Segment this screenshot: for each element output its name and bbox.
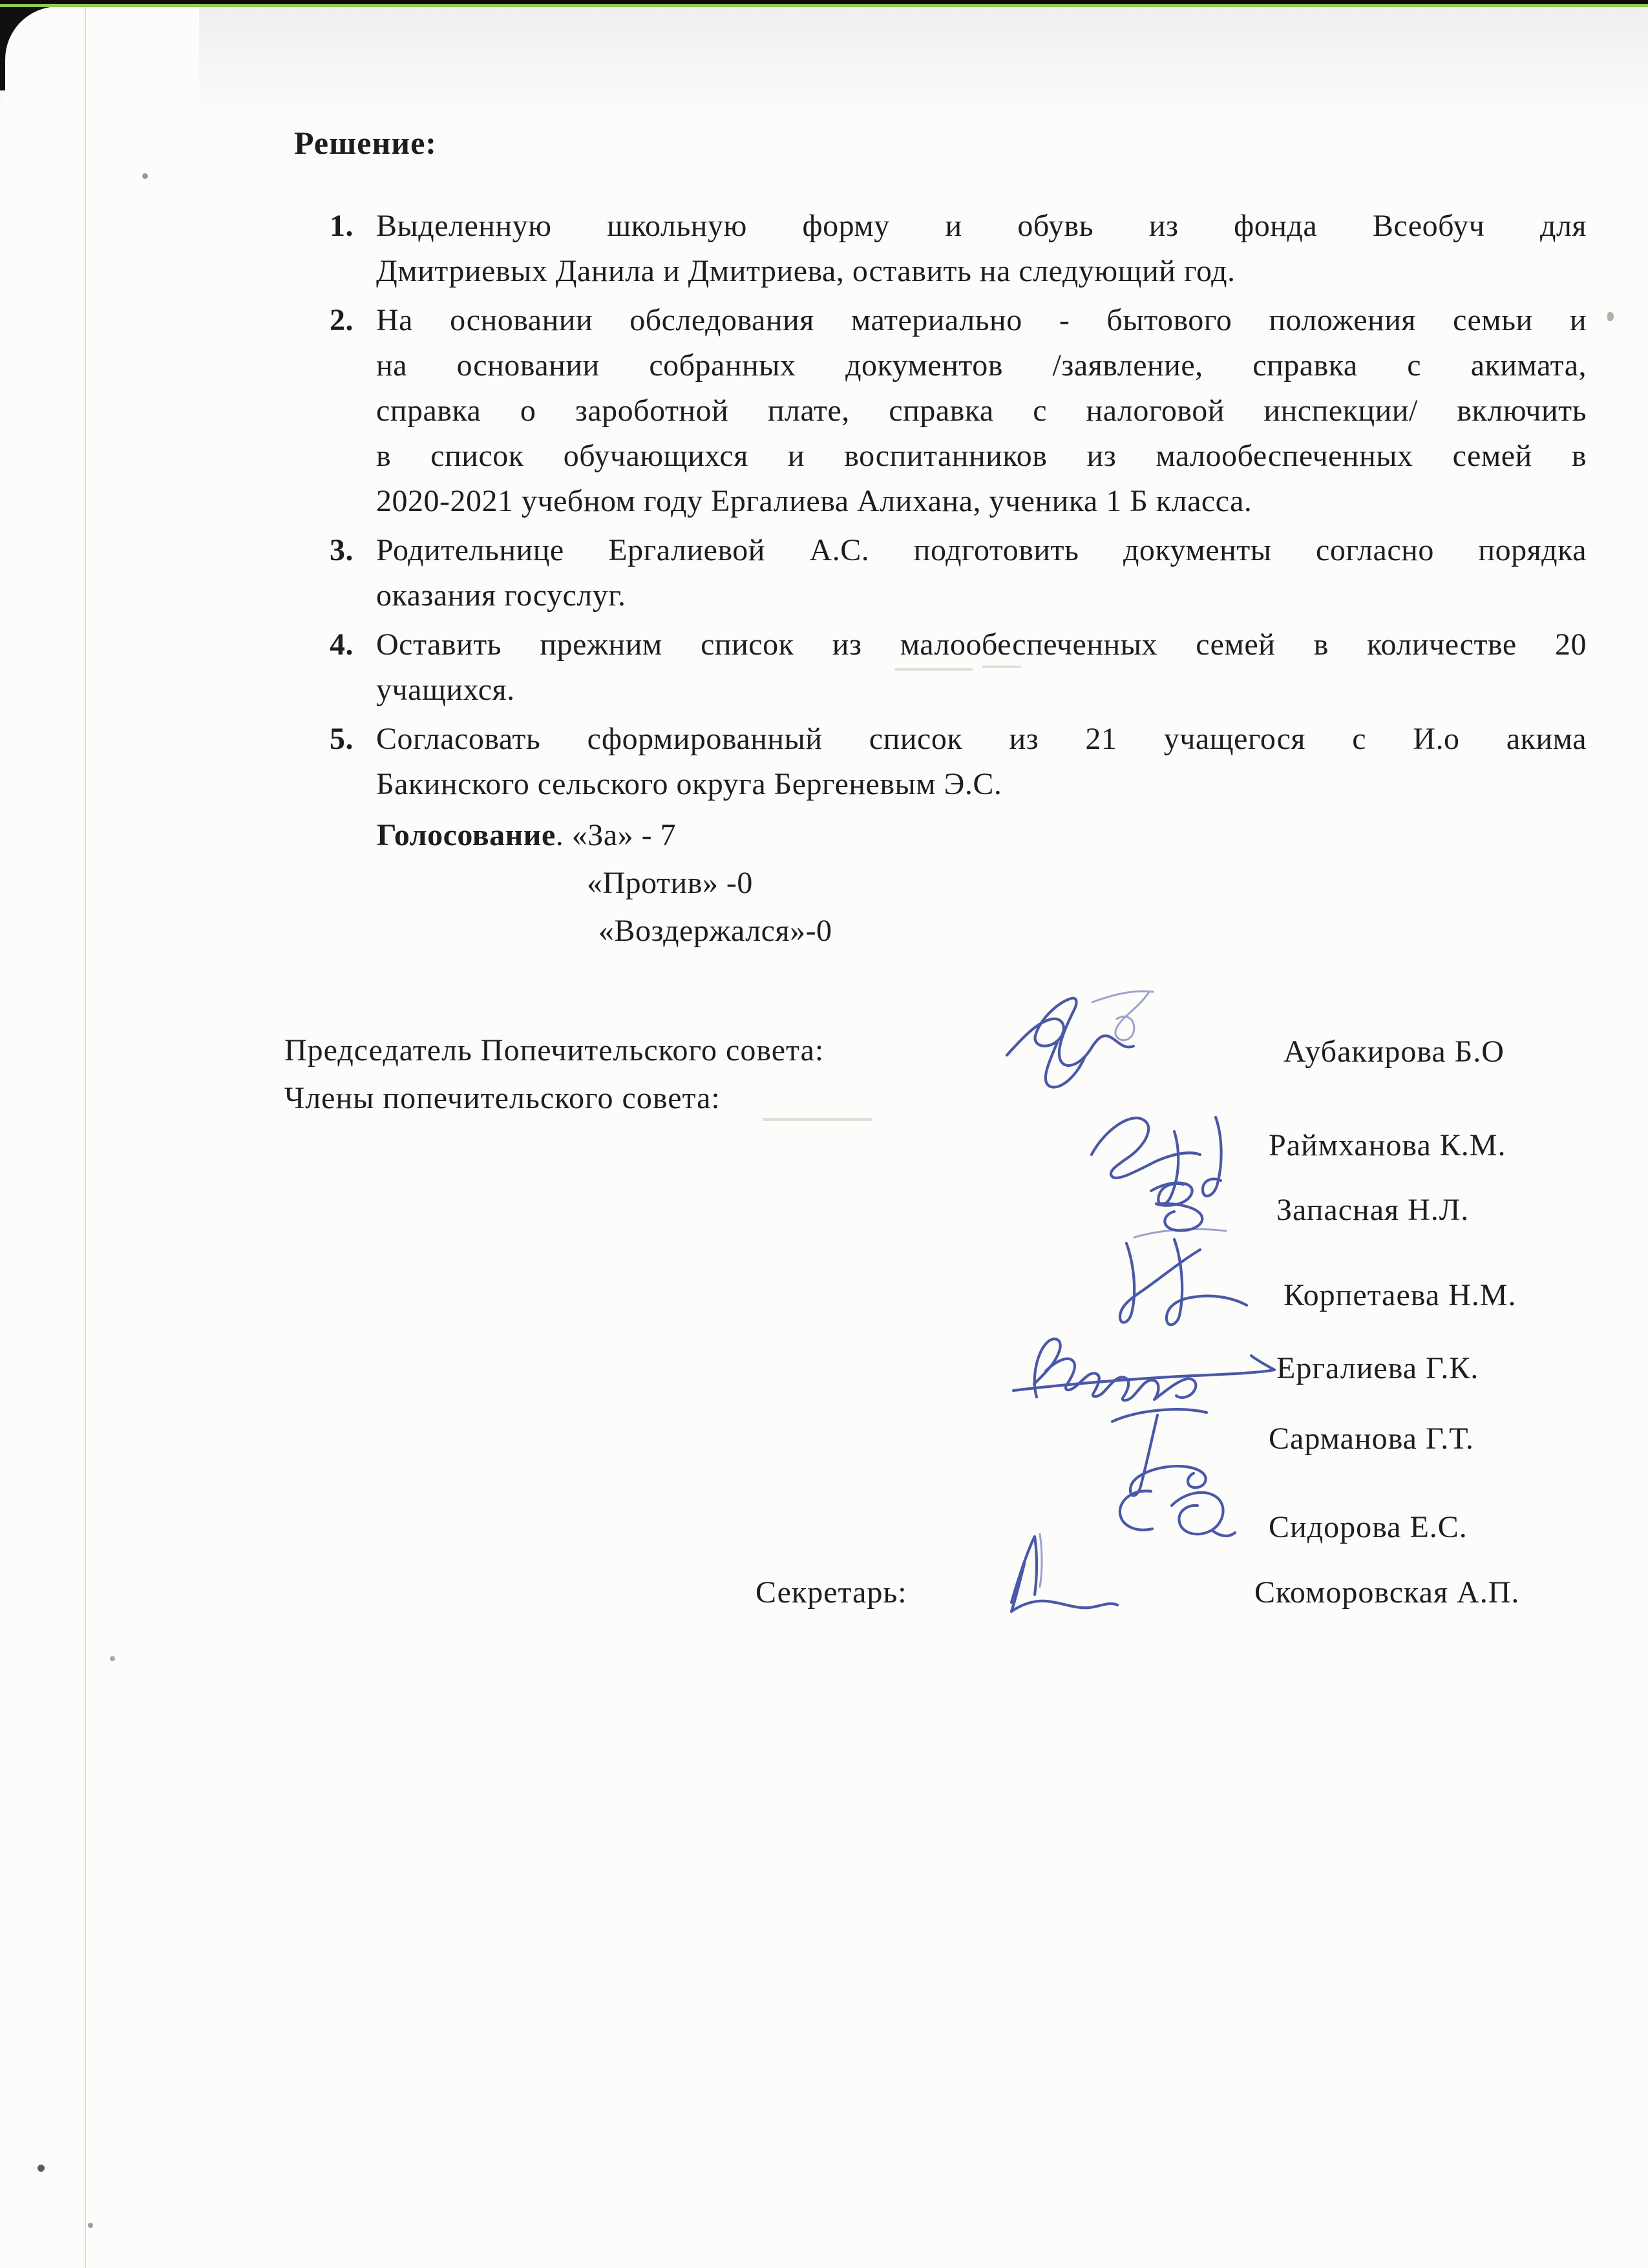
member-name-raimkhanova: Раймханова К.М. [1269, 1128, 1506, 1162]
chairman-label: Председатель Попечительского совета: [284, 1033, 825, 1067]
member-name-sidorova: Сидорова Е.С. [1269, 1510, 1468, 1544]
voting-line-vozderzhalsya: «Воздержался»-0 [598, 914, 832, 948]
resolution-heading: Решение: [294, 125, 437, 161]
item-line: в список обучающихся и воспитанников из малообеспеченных семей в [376, 439, 1587, 473]
chairman-name: Аубакирова Б.О [1284, 1034, 1505, 1069]
item-line: Бакинского сельского округа Бергеневым Э.С. [376, 767, 1002, 801]
voting-za-value: . «За» - 7 [555, 818, 677, 852]
list-item-4 [330, 622, 1587, 713]
voting-section [377, 812, 832, 955]
item-line: оказания госуслуг. [376, 578, 626, 613]
list-item-1 [330, 204, 1587, 294]
member-name-zapasnaya: Запасная Н.Л. [1276, 1193, 1470, 1227]
member-name-korpetaeva: Корпетаева Н.М. [1284, 1278, 1517, 1312]
item-line: справка о зароботной плате, справка с налоговой инспекции/ включить [376, 394, 1587, 428]
member-name-sarmanova: Сарманова Г.Т. [1269, 1422, 1474, 1456]
signature-aubakirova [995, 979, 1176, 1095]
voting-line-protiv: «Против» -0 [587, 866, 753, 900]
item-number: 1. [330, 209, 354, 243]
item-line: Согласовать сформированный список из 21 учащегося с И.о акима [376, 722, 1587, 756]
secretary-label: Секретарь: [755, 1575, 907, 1610]
item-number: 4. [330, 627, 354, 662]
item-line: на основании собранных документов /заявление, справка с акимата, [376, 348, 1587, 383]
item-line: На основании обследования материально - бытового положения семьи и [376, 303, 1587, 337]
scan-green-line [0, 4, 1648, 7]
item-line: Дмитриевых Данила и Дмитриева, оставить на следующий год. [376, 254, 1236, 288]
item-line: Оставить прежним список из малообеспеченных семей в количестве 20 [376, 627, 1587, 662]
secretary-name: Скоморовская А.П. [1254, 1575, 1520, 1610]
resolution-list [330, 204, 1587, 807]
item-number: 3. [330, 533, 354, 567]
list-item-3 [330, 528, 1587, 618]
item-line: Выделенную школьную форму и обувь из фонда Всеобуч для [376, 209, 1587, 243]
item-line: Родительнице Ергалиевой А.С. подготовить документы согласно порядка [376, 533, 1587, 567]
voting-line-za [377, 812, 832, 859]
item-number: 5. [330, 722, 354, 756]
item-line: учащихся. [376, 673, 515, 707]
signature-skomorovskaya [973, 1525, 1128, 1622]
voting-title: Голосование [377, 818, 556, 852]
member-name-ergalieva: Ергалиева Г.К. [1276, 1351, 1479, 1385]
members-label: Члены попечительского совета: [284, 1081, 721, 1115]
list-item-2 [330, 298, 1587, 524]
list-item-5 [330, 717, 1587, 807]
item-number: 2. [330, 303, 354, 337]
item-line: 2020-2021 учебном году Ергалиева Алихана, ученика 1 Б класса. [376, 484, 1252, 518]
